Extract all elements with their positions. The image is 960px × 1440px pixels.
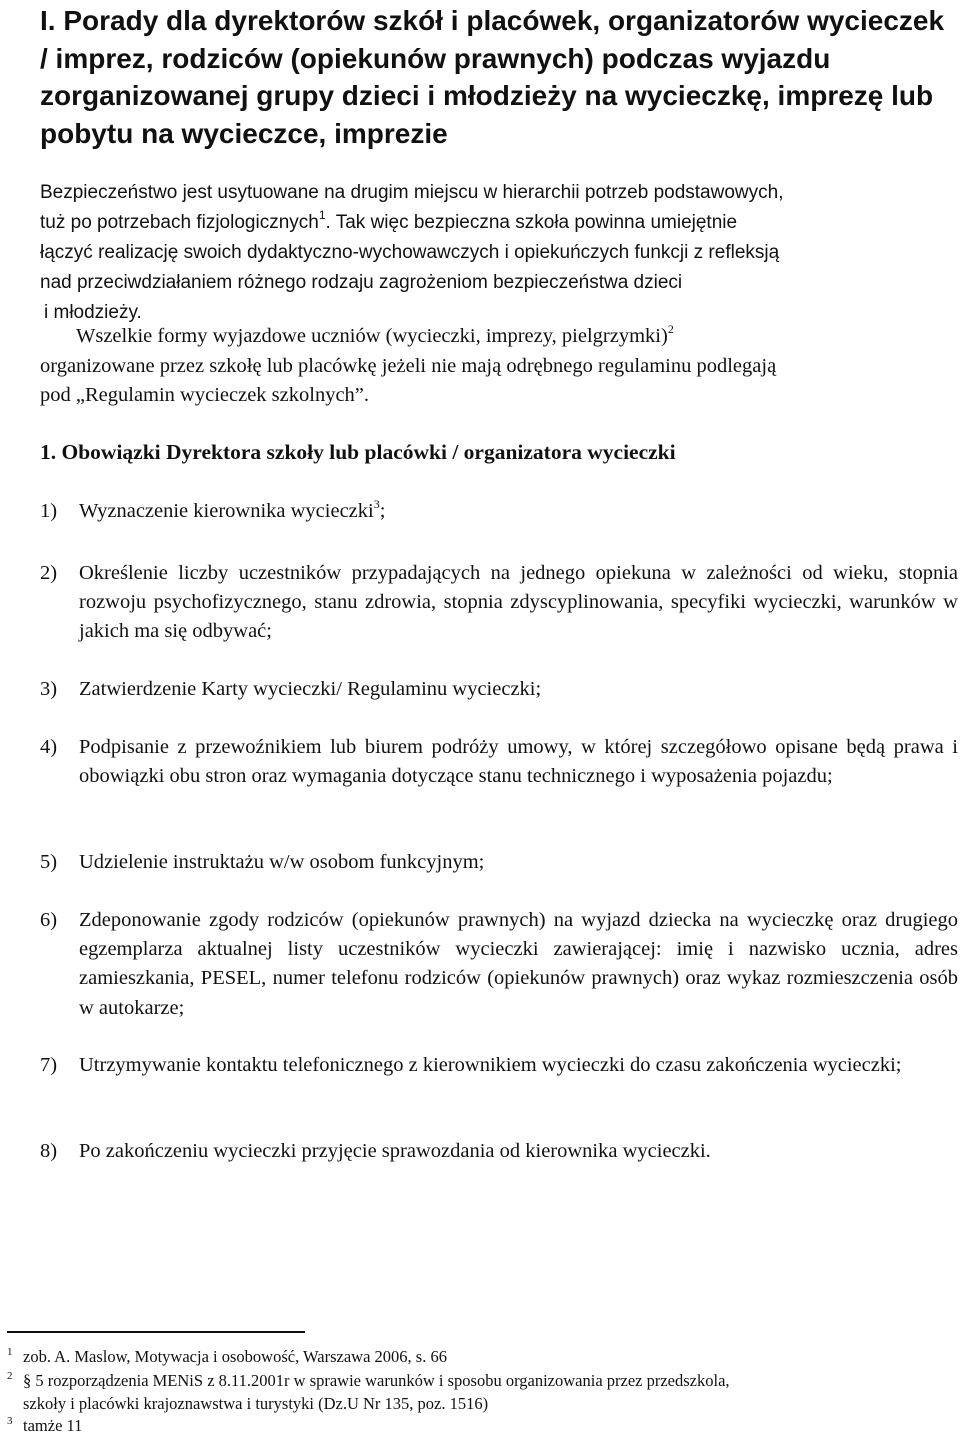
footnote: 1 zob. A. Maslow, Motywacja i osobowość, Warszawa 2006, s. 66 (7, 1346, 447, 1366)
list-item (40, 497, 958, 526)
list-item-number: 3) (40, 678, 58, 700)
list-item (40, 1137, 958, 1166)
document-title: I. Porady dla dyrektorów szkół i placówek, organizatorów wycieczek / imprez, rodziców (opiekunów prawnych) podczas wyjazdu zorganizowanej grupy dzieci i młodzieży na wycieczkę, imprezę lub pobytu na wycieczce, imprezie (40, 5, 945, 149)
intro-line: Wszelkie formy wyjazdowe uczniów (wycieczki, imprezy, pielgrzymki)$^2$ (76, 322, 674, 347)
footnote: szkoły i placówki krajoznawstwa i turystyki (Dz.U Nr 135, poz. 1516) (23, 1394, 489, 1413)
list-item-number: 5) (40, 851, 58, 873)
intro-line: pod „Regulamin wycieczek szkolnych”. (40, 384, 370, 406)
footnote-separator (7, 1331, 305, 1333)
list-item-number: 8) (40, 1140, 58, 1162)
list-item-text: Podpisanie z przewoźnikiem lub biurem podróży umowy, w której szczegółowo opisane będą prawa i obowiązki obu stron oraz wymagania dotyczące stanu technicznego i wyposażenia pojazdu; (79, 736, 958, 788)
list-item-text: Określenie liczby uczestników przypadających na jednego opiekuna w zależności od wieku, stopnia rozwoju psychofizycznego, stanu zdrowia, stopnia zdyscyplinowania, specyfiki wycieczki, warunków w jakich ma się odbywać; (79, 562, 958, 643)
footnote: 3 tamże 11 (7, 1415, 83, 1435)
intro-line: i młodzieży. (44, 302, 142, 323)
footnote-ref[interactable]: 1 (318, 208, 326, 222)
list-item (40, 675, 958, 704)
intro-line: Bezpieczeństwo jest usytuowane na drugim miejscu w hierarchii potrzeb podstawowych, (40, 182, 784, 203)
list-item-text: Wyznaczenie kierownika wycieczki$^3$; (79, 497, 386, 522)
section-heading: 1. Obowiązki Dyrektora szkoły lub placówki / organizatora wycieczki (40, 440, 676, 464)
intro-line: organizowane przez szkołę lub placówkę jeżeli nie mają odrębnego regulaminu podlegają (40, 355, 777, 377)
list-item (40, 906, 958, 1023)
list-item-number: 1) (40, 500, 58, 522)
list-item (40, 848, 958, 877)
list-item-text: Zdeponowanie zgody rodziców (opiekunów prawnych) na wyjazd dziecka na wycieczkę oraz drugiego egzemplarza aktualnej listy uczestników wycieczki zawierającej: imię i nazwisko ucznia, adres zamieszkania, PESEL, numer telefonu rodziców (opiekunów prawnych) oraz wykaz rozmieszczenia osób w autokarze; (79, 909, 958, 1019)
footnote-ref[interactable]: 2 (667, 322, 674, 336)
list-item-text: Zatwierdzenie Karty wycieczki/ Regulaminu wycieczki; (79, 678, 542, 700)
list-item-text: Udzielenie instruktażu w/w osobom funkcyjnym; (79, 851, 485, 873)
list-item-number: 7) (40, 1054, 58, 1076)
footnote-ref[interactable]: 3 (373, 497, 380, 511)
intro-line: nad przeciwdziałaniem różnego rodzaju zagrożeniom bezpieczeństwa dzieci (40, 272, 683, 293)
intro-line: łączyć realizację swoich dydaktyczno-wychowawczych i opiekuńczych funkcji z refleksją (40, 242, 780, 263)
list-item (40, 1051, 958, 1080)
list-item-text: Utrzymywanie kontaktu telefonicznego z kierownikiem wycieczki do czasu zakończenia wycieczki; (79, 1054, 902, 1076)
intro-line: tuż po potrzebach fizjologicznych$^1$. Tak więc bezpieczna szkoła powinna umiejętnie (40, 208, 738, 233)
list-item (40, 733, 958, 791)
list-item (40, 559, 958, 647)
list-item-number: 4) (40, 736, 58, 758)
list-item-number: 6) (40, 909, 58, 931)
footnote: 2 § 5 rozporządzenia MENiS z 8.11.2001r w sprawie warunków i sposobu organizowania przez przedszkola, (7, 1370, 730, 1390)
list-item-text: Po zakończeniu wycieczki przyjęcie sprawozdania od kierownika wycieczki. (79, 1140, 711, 1162)
list-item-number: 2) (40, 562, 58, 584)
